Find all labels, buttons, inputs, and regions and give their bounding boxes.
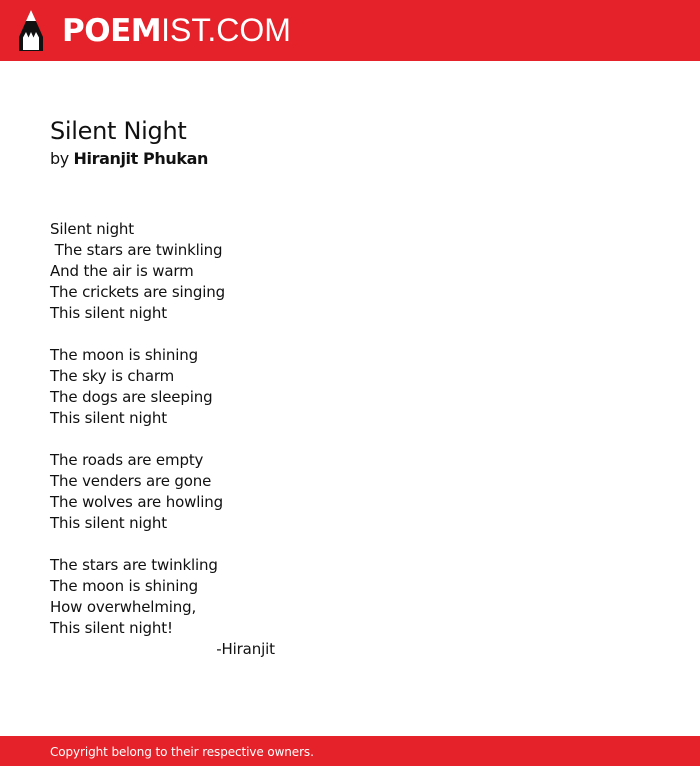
- copyright-notice: Copyright belong to their respective owners.: [50, 745, 314, 759]
- site-header: [0, 0, 700, 61]
- poem-text: Silent night The stars are twinkling And the air is warm The crickets are singing This silent night The moon is shining The sky is charm The dogs are sleeping This silent night The roads are empty The venders are gone The wolves are howling This silent night The stars are twinkling The moon is shining How overwhelming, This silent night! -Hiranjit: [50, 220, 275, 658]
- pencil-tip-icon[interactable]: [18, 10, 44, 51]
- logo-light-text: IST.COM: [161, 12, 291, 48]
- site-logo[interactable]: [62, 12, 291, 48]
- poem-title: Silent Night: [50, 117, 187, 145]
- poem-author: Hiranjit Phukan: [73, 149, 208, 168]
- site-footer: [0, 736, 700, 766]
- by-label: by: [50, 149, 69, 168]
- poem-byline: [50, 148, 208, 170]
- logo-bold-text: POEM: [62, 13, 162, 49]
